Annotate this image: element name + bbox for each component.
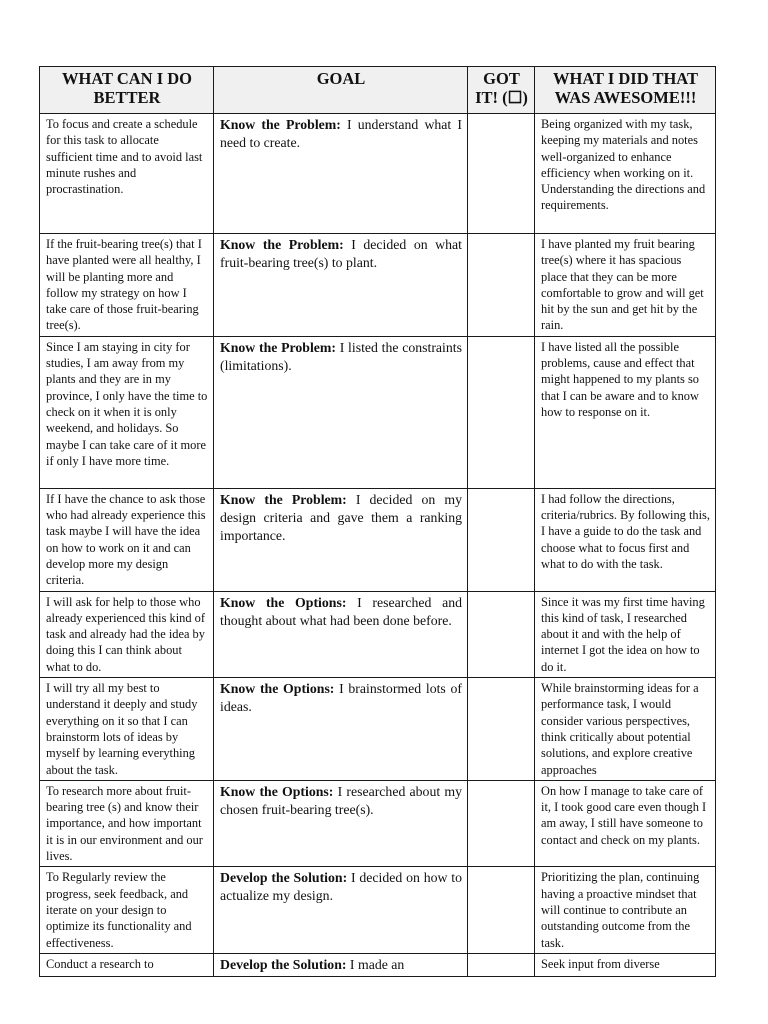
better-cell: Conduct a research to xyxy=(40,953,214,976)
goal-label: Know the Problem: xyxy=(220,491,347,507)
goal-cell xyxy=(214,114,468,234)
got-it-checkbox-cell[interactable] xyxy=(468,953,535,976)
goal-text: I researched and thought about what had been done before. xyxy=(220,594,462,628)
better-cell: To Regularly review the progress, seek feedback, and iterate on your design to optimize its functionality and effectiveness. xyxy=(40,867,214,953)
goal-text: I made an xyxy=(346,956,405,972)
awesome-cell: Being organized with my task, keeping my materials and notes well-organized to enhance efficiency when working on it. Understanding the directions and requirements. xyxy=(535,114,716,234)
goal-label: Develop the Solution: xyxy=(220,870,348,886)
goal-label: Know the Options: xyxy=(220,681,335,697)
awesome-cell: Since it was my first time having this kind of task, I researched about it and with the help of internet I got the idea on how to do it. xyxy=(535,591,716,677)
goal-cell xyxy=(214,953,468,976)
got-it-checkbox-cell[interactable] xyxy=(468,336,535,488)
header-got-it: GOT IT! (☐) xyxy=(468,67,535,114)
better-cell: I will ask for help to those who already experienced this kind of task and already had the idea by doing this I can think about what to do. xyxy=(40,591,214,677)
got-it-checkbox-cell[interactable] xyxy=(468,114,535,234)
awesome-cell: Prioritizing the plan, continuing having a proactive mindset that will continue to contribute an outstanding outcome from the task. xyxy=(535,867,716,953)
better-cell: If I have the chance to ask those who had already experience this task maybe I will have the idea on how to work on it and can develop more my design criteria. xyxy=(40,488,214,591)
table-row xyxy=(40,234,716,337)
goal-cell xyxy=(214,678,468,781)
table-row xyxy=(40,953,716,976)
table-row xyxy=(40,867,716,953)
got-it-checkbox-cell[interactable] xyxy=(468,591,535,677)
goal-text: I decided on my design criteria and gave them a ranking importance. xyxy=(220,491,462,543)
goal-text: I decided on what fruit-bearing tree(s) to plant. xyxy=(220,237,462,270)
table-row xyxy=(40,780,716,866)
awesome-cell: Seek input from diverse xyxy=(535,953,716,976)
better-cell: Since I am staying in city for studies, I am away from my plants and they are in my province, I only have the time to check on it when it is only weekend, and holidays. So maybe I can take care of it more if only I have more time. xyxy=(40,336,214,488)
table-header-row xyxy=(40,67,716,114)
header-what-can-i-do-better: WHAT CAN I DO BETTER xyxy=(40,67,214,114)
goal-cell xyxy=(214,591,468,677)
awesome-cell: On how I manage to take care of it, I took good care even though I am away, I still have someone to contact and check on my plants. xyxy=(535,780,716,866)
goal-text: I decided on how to actualize my design. xyxy=(220,870,462,904)
reflection-table xyxy=(39,66,716,977)
goal-text: I brainstormed lots of ideas. xyxy=(220,681,462,715)
goal-cell xyxy=(214,488,468,591)
goal-cell xyxy=(214,780,468,866)
goal-label: Develop the Solution: xyxy=(220,956,347,972)
got-it-checkbox-cell[interactable] xyxy=(468,867,535,953)
goal-label: Know the Problem: xyxy=(220,339,337,355)
got-it-checkbox-cell[interactable] xyxy=(468,780,535,866)
table-row xyxy=(40,488,716,591)
goal-label: Know the Problem: xyxy=(220,117,341,132)
header-goal: GOAL xyxy=(214,67,468,114)
awesome-cell: I have planted my fruit bearing tree(s) where it has spacious place that they can be more comfortable to grow and will get hit by the sun and get hit by the rain. xyxy=(535,234,716,337)
got-it-checkbox-cell[interactable] xyxy=(468,678,535,781)
better-cell: To focus and create a schedule for this task to allocate sufficient time and to avoid last minute rushes and procrastination. xyxy=(40,114,214,234)
better-cell: I will try all my best to understand it deeply and study everything on it so that I can brainstorm lots of ideas by myself by learning everything about the task. xyxy=(40,678,214,781)
goal-cell xyxy=(214,867,468,953)
table-row xyxy=(40,591,716,677)
got-it-checkbox-cell[interactable] xyxy=(468,234,535,337)
table-row xyxy=(40,114,716,234)
awesome-cell: I have listed all the possible problems, cause and effect that might happened to my plants so that I can be aware and to know how to response on it. xyxy=(535,336,716,488)
goal-text: I understand what I need to create. xyxy=(220,117,462,150)
header-what-i-did-awesome: WHAT I DID THAT WAS AWESOME!!! xyxy=(535,67,716,114)
goal-cell xyxy=(214,234,468,337)
goal-label: Know the Problem: xyxy=(220,237,344,252)
goal-cell xyxy=(214,336,468,488)
awesome-cell: While brainstorming ideas for a performance task, I would consider various perspectives, think critically about potential solutions, and explore creative approaches xyxy=(535,678,716,781)
table-row xyxy=(40,336,716,488)
goal-label: Know the Options: xyxy=(220,783,334,799)
goal-text: I researched about my chosen fruit-bearing tree(s). xyxy=(220,783,462,817)
better-cell: If the fruit-bearing tree(s) that I have planted were all healthy, I will be planting more and follow my strategy on how I take care of those fruit-bearing tree(s). xyxy=(40,234,214,337)
goal-label: Know the Options: xyxy=(220,594,347,610)
awesome-cell: I had follow the directions, criteria/rubrics. By following this, I have a guide to do the task and choose what to focus first and what to do with the task. xyxy=(535,488,716,591)
better-cell: To research more about fruit-bearing tree (s) and know their importance, and how important it is in our environment and our lives. xyxy=(40,780,214,866)
table-row xyxy=(40,678,716,781)
goal-text: I listed the constraints (limitations). xyxy=(220,339,462,373)
got-it-checkbox-cell[interactable] xyxy=(468,488,535,591)
